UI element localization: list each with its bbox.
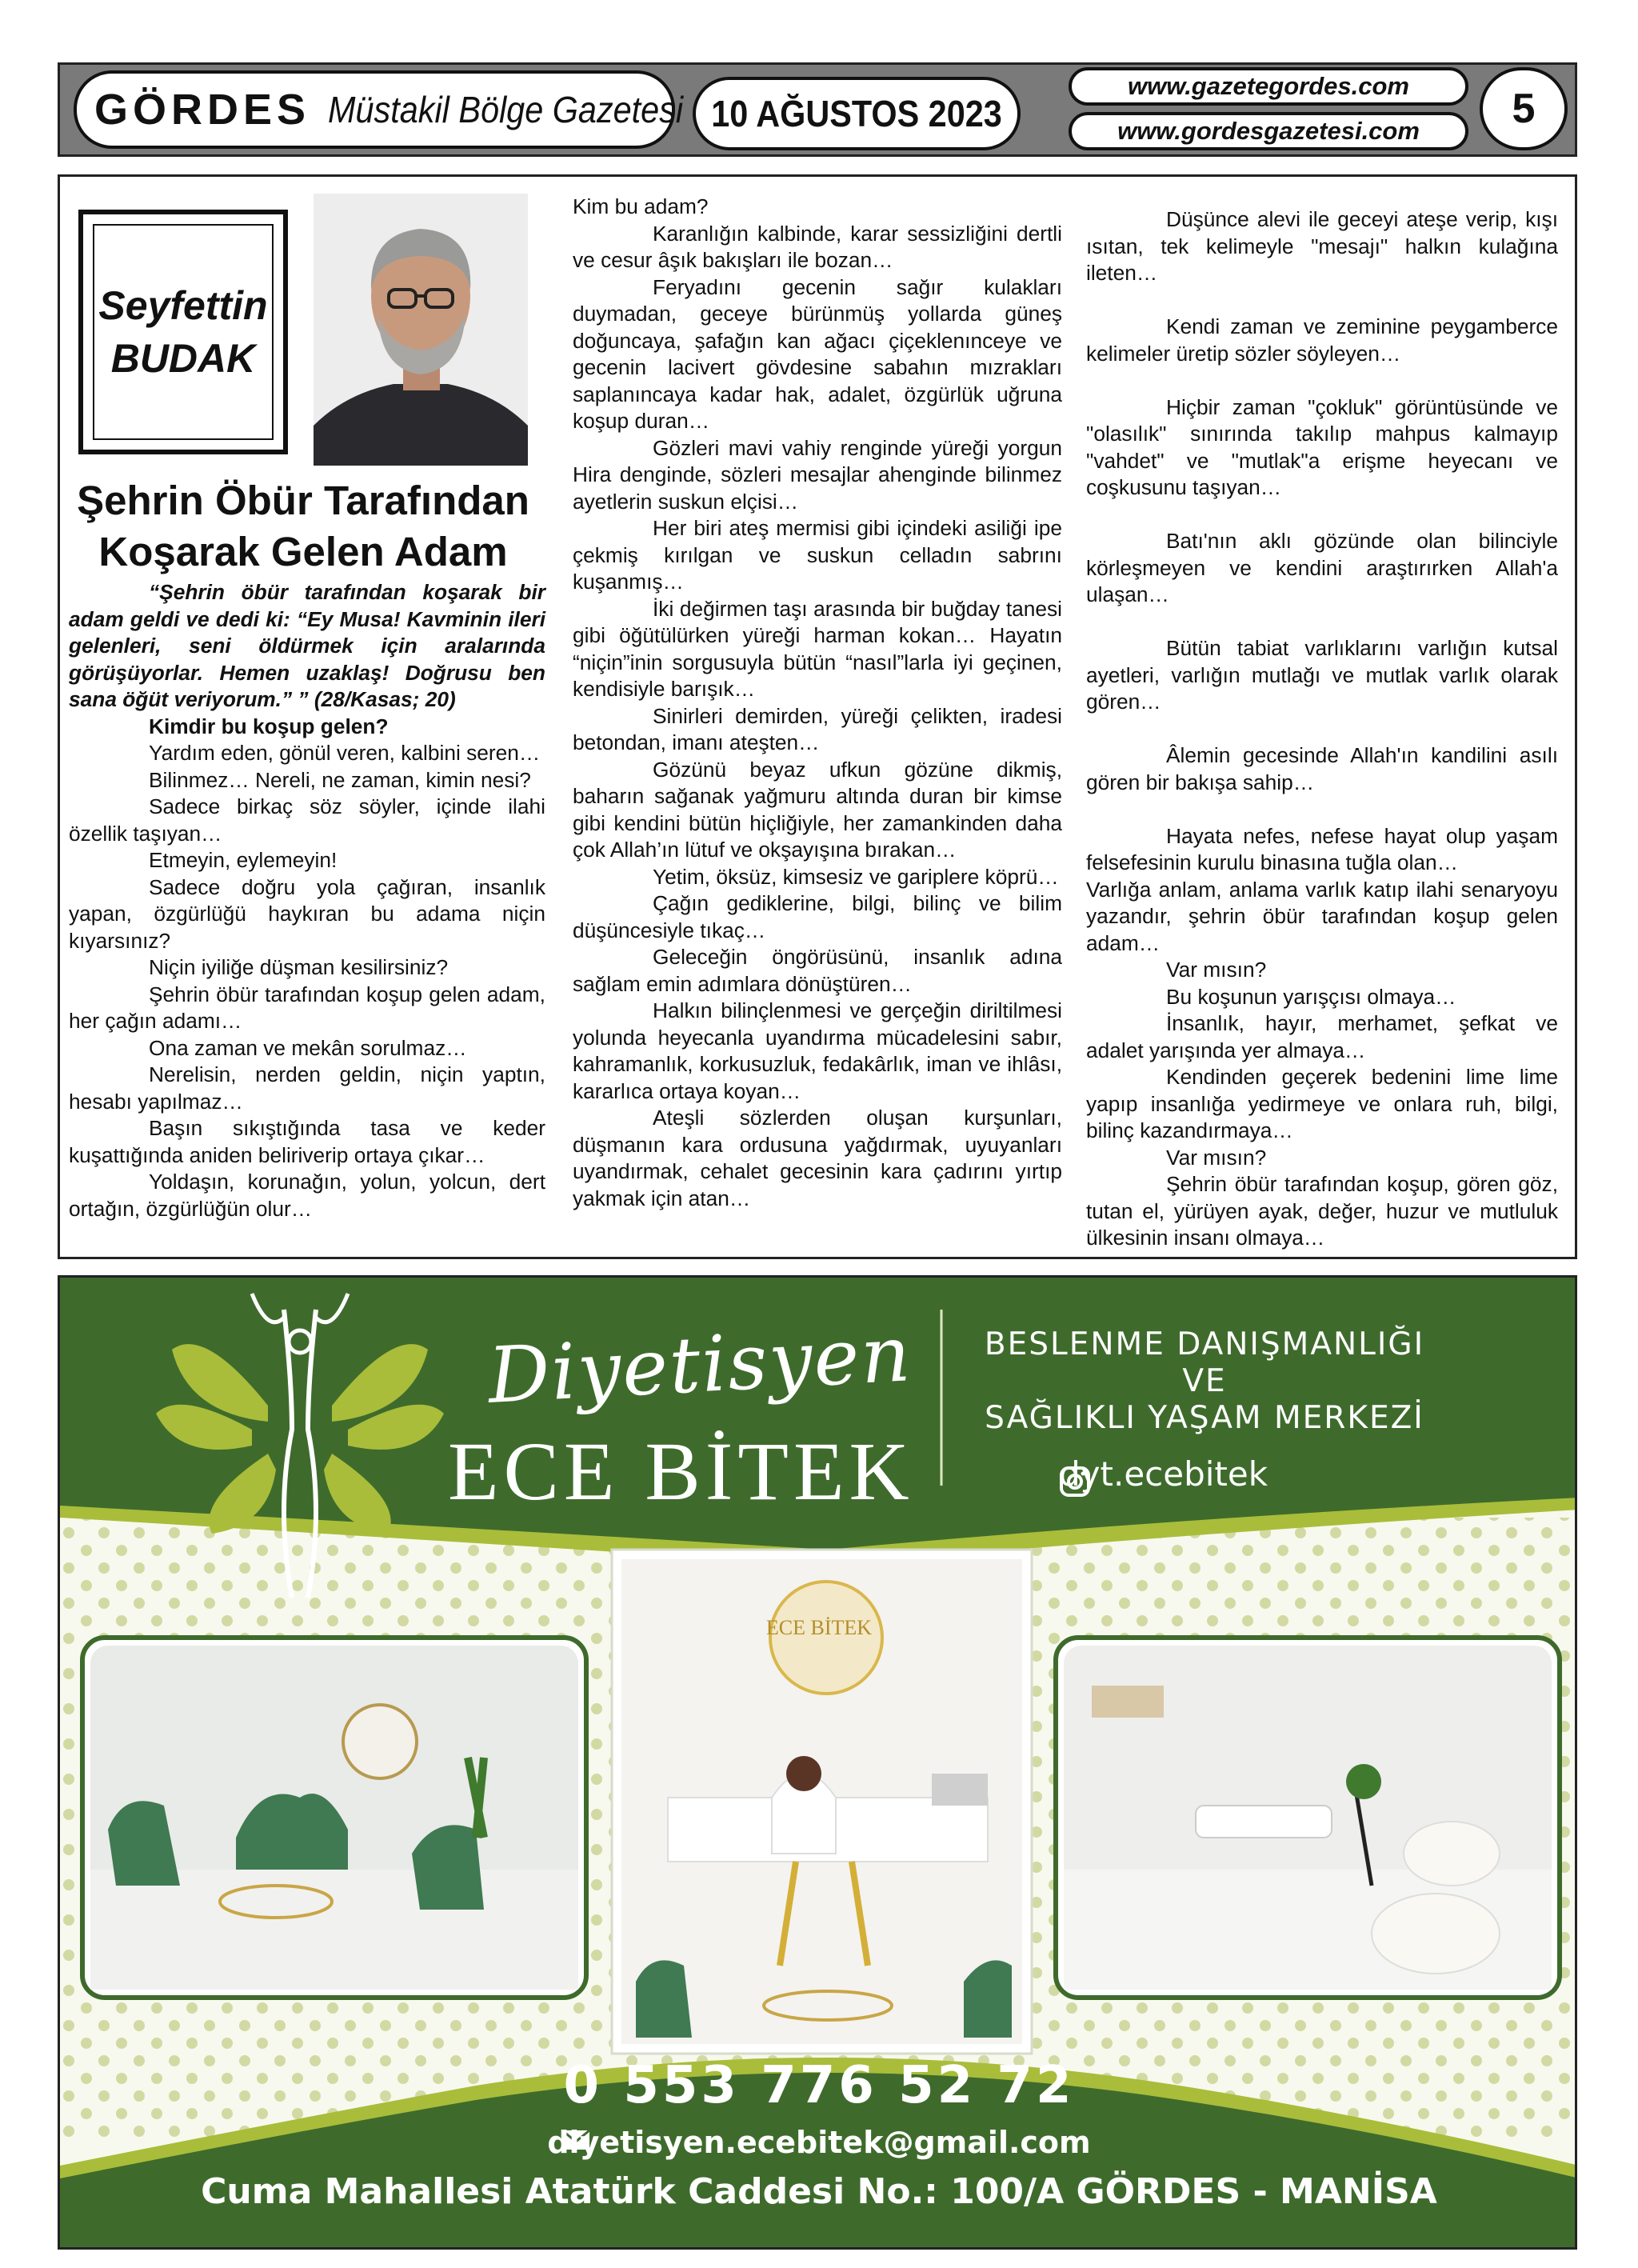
article-paragraph: Niçin iyiliğe düşman kesilirsiniz? — [149, 955, 449, 979]
ad-tagline-line-3: SAĞLIKLI YAŞAM MERKEZİ — [985, 1400, 1424, 1436]
paper-subtitle: Müstakil Bölge Gazetesi — [328, 89, 684, 130]
article-paragraph: Kendi zaman ve zeminine peygamberce kelimeler üretip sözler söyleyen… — [1086, 314, 1558, 366]
article-paragraph: Halkın bilinçlenmesi ve gerçeğin diriltilmesi yolunda heyecanla uyandırma mücadelesini sabır, kahramanlık, korkusuzluk, fedakârlık, iman ve ihlâsı, kararlıca ortaya koyan… — [573, 998, 1062, 1103]
headline-line-2: Koşarak Gelen Adam — [98, 529, 508, 574]
author-name-box — [78, 210, 288, 454]
article-paragraph: Gözünü beyaz ufkun gözüne dikmiş, baharın sağanak yağmuru altında duran bir kimse gibi kendini bütün hiçliğiyle, her zamankinden daha çok Allah’ın lütuf ve okşayışına bırakan… — [573, 757, 1062, 862]
issue-date: 10 AĞUSTOS 2023 — [711, 93, 1002, 134]
article-paragraph: Sadece doğru yola çağıran, insanlık yapan, özgürlüğü haykıran bu adama niçin kıyarsınız? — [69, 874, 545, 953]
paper-name: GÖRDES — [94, 86, 311, 134]
ad-tagline-line-1: BESLENME DANIŞMANLIĞI — [984, 1326, 1425, 1362]
article-paragraph: Çağın gediklerine, bilgi, bilinç ve bilim düşüncesiyle tıkaç… — [573, 891, 1062, 942]
ad-script-title: Diyetisyen — [485, 1309, 914, 1421]
article-paragraph: Var mısın? — [1166, 1145, 1267, 1170]
article-paragraph: Bilinmez… Nereli, ne zaman, kimin nesi? — [149, 767, 531, 792]
article-headline — [75, 475, 531, 578]
ad-instagram-text[interactable]: dyt.ecebitek — [1059, 1454, 1268, 1494]
article-paragraph: Kendinden geçerek bedenini lime lime yapıp insanlığa yedirmeye ve onlara ruh, bilgi, bilinç kazandırmaya… — [1086, 1065, 1558, 1142]
article-paragraph: Var mısın? — [1166, 958, 1267, 982]
article-paragraph: Ona zaman ve mekân sorulmaz… — [149, 1035, 467, 1060]
article-paragraph: Karanlığın kalbinde, karar sessizliğini dertli ve cesur âşık bakışları ile bozan… — [573, 221, 1062, 272]
website-url-1-box[interactable] — [1069, 67, 1468, 106]
article-paragraph: Varlığa anlam, anlama varlık katıp ilahi senaryoyu yazandır, şehrin öbür tarafından koşup gelen adam… — [1086, 877, 1558, 955]
author-photo — [314, 194, 528, 466]
article-paragraph: Nerelisin, nerden geldin, niçin yaptın, hesabı yapılmaz… — [69, 1062, 545, 1114]
author-last-name: BUDAK — [110, 336, 256, 381]
article-paragraph: Sadece birkaç söz söyler, içinde ilahi özellik taşıyan… — [69, 794, 545, 846]
article-paragraph: Ateşli sözlerden oluşan kurşunları, düşmanın kara ordusuna yağdırmak, uyuyanları uyandırmak, cehalet gecesinin kara çadırını yırtıp yakmak için atan… — [573, 1106, 1062, 1210]
ad-business-name: ECE BİTEK — [448, 1426, 914, 1518]
article-paragraph: Başın sıkıştığında tasa ve keder kuşattığında aniden beliriverip ortaya çıkar… — [69, 1116, 545, 1167]
article-paragraph: Kimdir bu koşup gelen? — [149, 714, 389, 738]
ad-email[interactable]: diyetisyen.ecebitek@gmail.com — [547, 2125, 1091, 2160]
website-url-2-box[interactable] — [1069, 112, 1468, 150]
author-first-name: Seyfettin — [98, 283, 268, 328]
website-url-1[interactable]: www.gazetegordes.com — [1128, 72, 1409, 100]
ad-office-sign: ECE BİTEK — [765, 1616, 873, 1639]
article-paragraph: Yetim, öksüz, kimsesiz ve gariplere köprü… — [653, 864, 1059, 889]
ad-address: Cuma Mahallesi Atatürk Caddesi No.: 100/A GÖRDES - MANİSA — [201, 2171, 1437, 2212]
article-column-3 — [1086, 206, 1558, 1252]
article-paragraph: Kim bu adam? — [573, 194, 709, 218]
ad-photo-lounge — [82, 1638, 586, 1998]
ad-tagline-line-2: VE — [1182, 1363, 1227, 1399]
page-number: 5 — [1512, 86, 1536, 132]
issue-date-box — [693, 77, 1021, 150]
article-paragraph: Şehrin öbür tarafından koşup gelen adam, her çağın adamı… — [69, 982, 545, 1033]
ad-tagline — [941, 1326, 1468, 1437]
headline-line-1: Şehrin Öbür Tarafından — [77, 478, 529, 523]
ad-phone[interactable]: 0 553 776 52 72 — [563, 2056, 1075, 2115]
article-paragraph: Batı'nın aklı gözünde olan bilinciyle körleşmeyen ve kendini araştırırken Allah'a ulaşan… — [1086, 529, 1558, 606]
page-number-box — [1480, 67, 1568, 150]
article-paragraph: Sinirleri demirden, yüreği çelikten, iradesi betondan, imanı ateşten… — [573, 703, 1062, 754]
article-paragraph: Feryadını gecenin sağır kulakları duymadan, geceye bürünmüş yollarda güneş doğuncaya, şafağın kan ağacı çiçeklenınceye ve gecenin lacivert gövdesine sabahın mızrakları saplanıncaya kadar hak, adalet, özgürlük uğruna koşup duran… — [573, 274, 1062, 433]
article-paragraph: Âlemin gecesinde Allah'ın kandilini asılı gören bir bakışa sahip… — [1086, 743, 1558, 794]
article-paragraph: Hayata nefes, nefese hayat olup yaşam felsefesinin kurulu binasına tuğla olan… — [1086, 823, 1558, 874]
article-paragraph: Yoldaşın, korunağın, yolun, yolcun, dert ortağın, özgürlüğün olur… — [69, 1170, 545, 1221]
article-paragraph: Bütün tabiat varlıklarını varlığın kutsal ayetleri, varlığın mutlağı ve mutlak varlık olarak gören… — [1086, 636, 1558, 714]
article-column-2 — [573, 194, 1062, 1212]
article-paragraph: Şehrin öbür tarafından koşup, gören göz, tutan el, yürüyen ayak, değer, huzur ve mutluluk ülkesinin insanı olmaya… — [1086, 1172, 1558, 1250]
ad-photo-room — [1056, 1638, 1560, 1998]
article-paragraph: Bu koşunun yarışçısı olmaya… — [1166, 984, 1456, 1009]
article-paragraph: Yardım eden, gönül veren, kalbini seren… — [149, 741, 541, 765]
article-paragraph: “Şehrin öbür tarafından koşarak bir adam geldi ve dedi ki: “Ey Musa! Kavminin ileri gelenleri, seni öldürmek için aralarında görüşüyorlar. Hemen uzaklaş! Doğrusu ben sana öğüt veriyorum.” ” (28/Kasas; 20) — [69, 580, 545, 711]
article-column-1 — [69, 579, 545, 1222]
paper-name-box — [74, 70, 684, 149]
article-paragraph: Hiçbir zaman "çokluk" görüntüsünde ve "olasılık" sınırında takılıp mahpus kalmayıp "vahdet" ve "mutlak"a erişme heyecanı ve coşkusunu taşıyan… — [1086, 394, 1558, 499]
article-paragraph: Etmeyin, eylemeyin! — [149, 848, 338, 872]
ad-instagram-handle[interactable] — [1059, 1454, 1268, 1494]
article-paragraph: Düşünce alevi ile geceyi ateşe verip, kışı ısıtan, tek kelimeyle "mesajı" halkın kulağına ileten… — [1086, 207, 1558, 285]
article-paragraph: İki değirmen taşı arasında bir buğday tanesi gibi öğütülürken yüreği harman kokan… Hayatın “niçin”inin sorgusuyla bütün “nasıl”larla iyi geçinen, kendisiyle barışık… — [573, 596, 1062, 701]
article-paragraph: Gözleri mavi vahiy renginde yüreği yorgun Hira denginde, sözleri mesajlar ahenginde bilinmez ayetlerin suskun elçisi… — [573, 435, 1062, 514]
article-paragraph: Her biri ateş mermisi gibi içindeki asiliği ipe çekmiş kırılgan ve suskun celladın sabrını kuşanmış… — [573, 516, 1062, 594]
website-url-2[interactable]: www.gordesgazetesi.com — [1117, 117, 1420, 145]
article-paragraph: Geleceğin öngörüsünü, insanlık adına sağlam emin adımlara dönüştüren… — [573, 945, 1062, 996]
article-paragraph: İnsanlık, hayır, merhamet, şefkat ve adalet yarışında yer almaya… — [1086, 1011, 1558, 1062]
